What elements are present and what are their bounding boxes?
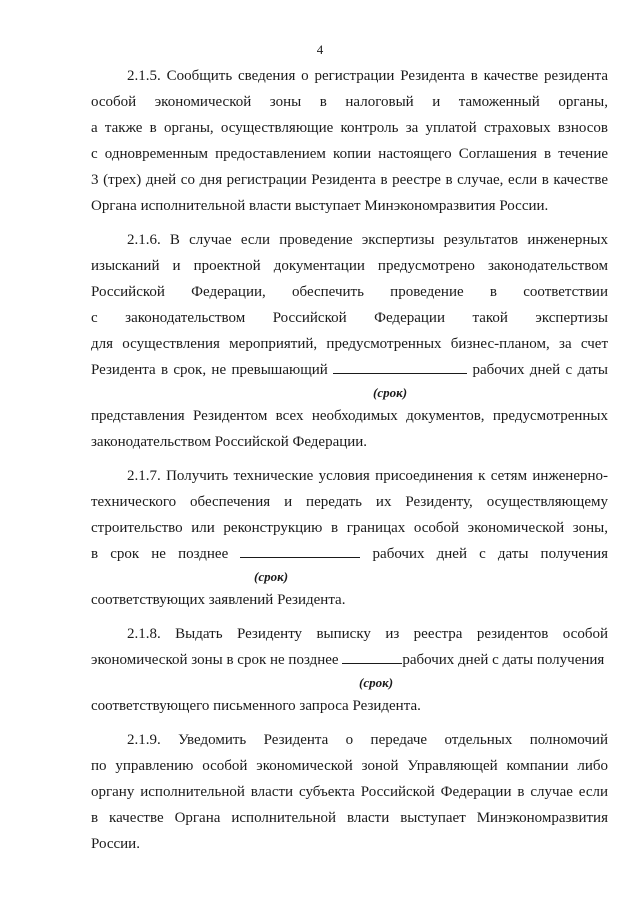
text-line: по управлению особой экономической зоной Управляющей компании либо — [91, 758, 608, 774]
text-line: Органа исполнительной власти выступает Минэкономразвития России. — [91, 198, 549, 214]
text-line: 2.1.7. Получить технические условия присоединения к сетям инженерно- — [127, 468, 608, 484]
paragraph-2-1-7 — [91, 463, 608, 613]
text-line: 2.1.5. Сообщить сведения о регистрации Резидента в качестве резидента — [127, 68, 608, 84]
deadline-hint: (срок) — [359, 675, 394, 690]
deadline-line — [91, 647, 608, 673]
text-line: в качестве Органа исполнительной власти выступает Минэкономразвития — [91, 810, 608, 826]
deadline-blank[interactable] — [240, 544, 360, 558]
deadline-text-before: экономической зоны в срок не позднее — [91, 652, 339, 668]
text-line: технического обеспечения и передать их Резиденту, осуществляющему — [91, 494, 608, 510]
text-line: а также в органы, осуществляющие контроль за уплатой страховых взносов — [91, 120, 608, 136]
text-line: для осуществления мероприятий, предусмотренных бизнес-планом, за счет — [91, 336, 608, 352]
text-line: Российской Федерации, обеспечить проведение в соответствии — [91, 284, 608, 300]
paragraph-2-1-8 — [91, 621, 608, 719]
document-body — [91, 63, 608, 865]
text-line: 2.1.8. Выдать Резиденту выписку из реестра резидентов особой — [127, 626, 608, 642]
deadline-line — [91, 541, 608, 567]
deadline-text-before: Резидента в срок, не превышающий — [91, 362, 328, 378]
text-line: 3 (трех) дней со дня регистрации Резидента в реестре в случае, если в качестве — [91, 172, 608, 188]
text-line: соответствующих заявлений Резидента. — [91, 592, 346, 608]
text-line: 2.1.9. Уведомить Резидента о передаче отдельных полномочий — [127, 732, 608, 748]
deadline-text-after: рабочих дней с даты — [472, 362, 609, 378]
text-line: изысканий и проектной документации предусмотрено законодательством — [91, 258, 608, 274]
paragraph-2-1-6 — [91, 227, 608, 455]
text-line: соответствующего письменного запроса Резидента. — [91, 698, 421, 714]
deadline-text-before: в срок не позднее — [91, 546, 229, 562]
text-line: представления Резидентом всех необходимых документов, предусмотренных — [91, 408, 608, 424]
deadline-blank[interactable] — [333, 360, 467, 374]
deadline-hint: (срок) — [254, 569, 289, 584]
text-line: 2.1.6. В случае если проведение экспертизы результатов инженерных — [127, 232, 608, 248]
deadline-hint: (срок) — [373, 385, 408, 400]
deadline-text-after: рабочих дней с даты получения — [402, 652, 605, 668]
paragraph-2-1-9 — [91, 727, 608, 857]
paragraph-2-1-5 — [91, 63, 608, 219]
deadline-blank[interactable] — [342, 650, 402, 664]
text-line: законодательством Российской Федерации. — [91, 434, 368, 450]
text-line: органу исполнительной власти субъекта Российской Федерации в случае если — [91, 784, 608, 800]
deadline-text-after: рабочих дней с даты получения — [372, 546, 609, 562]
deadline-line — [91, 357, 608, 383]
text-line: особой экономической зоны в налоговый и таможенный органы, — [91, 94, 608, 110]
text-line: с законодательством Российской Федерации такой экспертизы — [91, 310, 608, 326]
text-line: с одновременным предоставлением копии настоящего Соглашения в течение — [91, 146, 608, 162]
text-line: строительство или реконструкцию в границах особой экономической зоны, — [91, 520, 608, 536]
page-number: 4 — [316, 42, 324, 57]
text-line: России. — [91, 836, 140, 852]
